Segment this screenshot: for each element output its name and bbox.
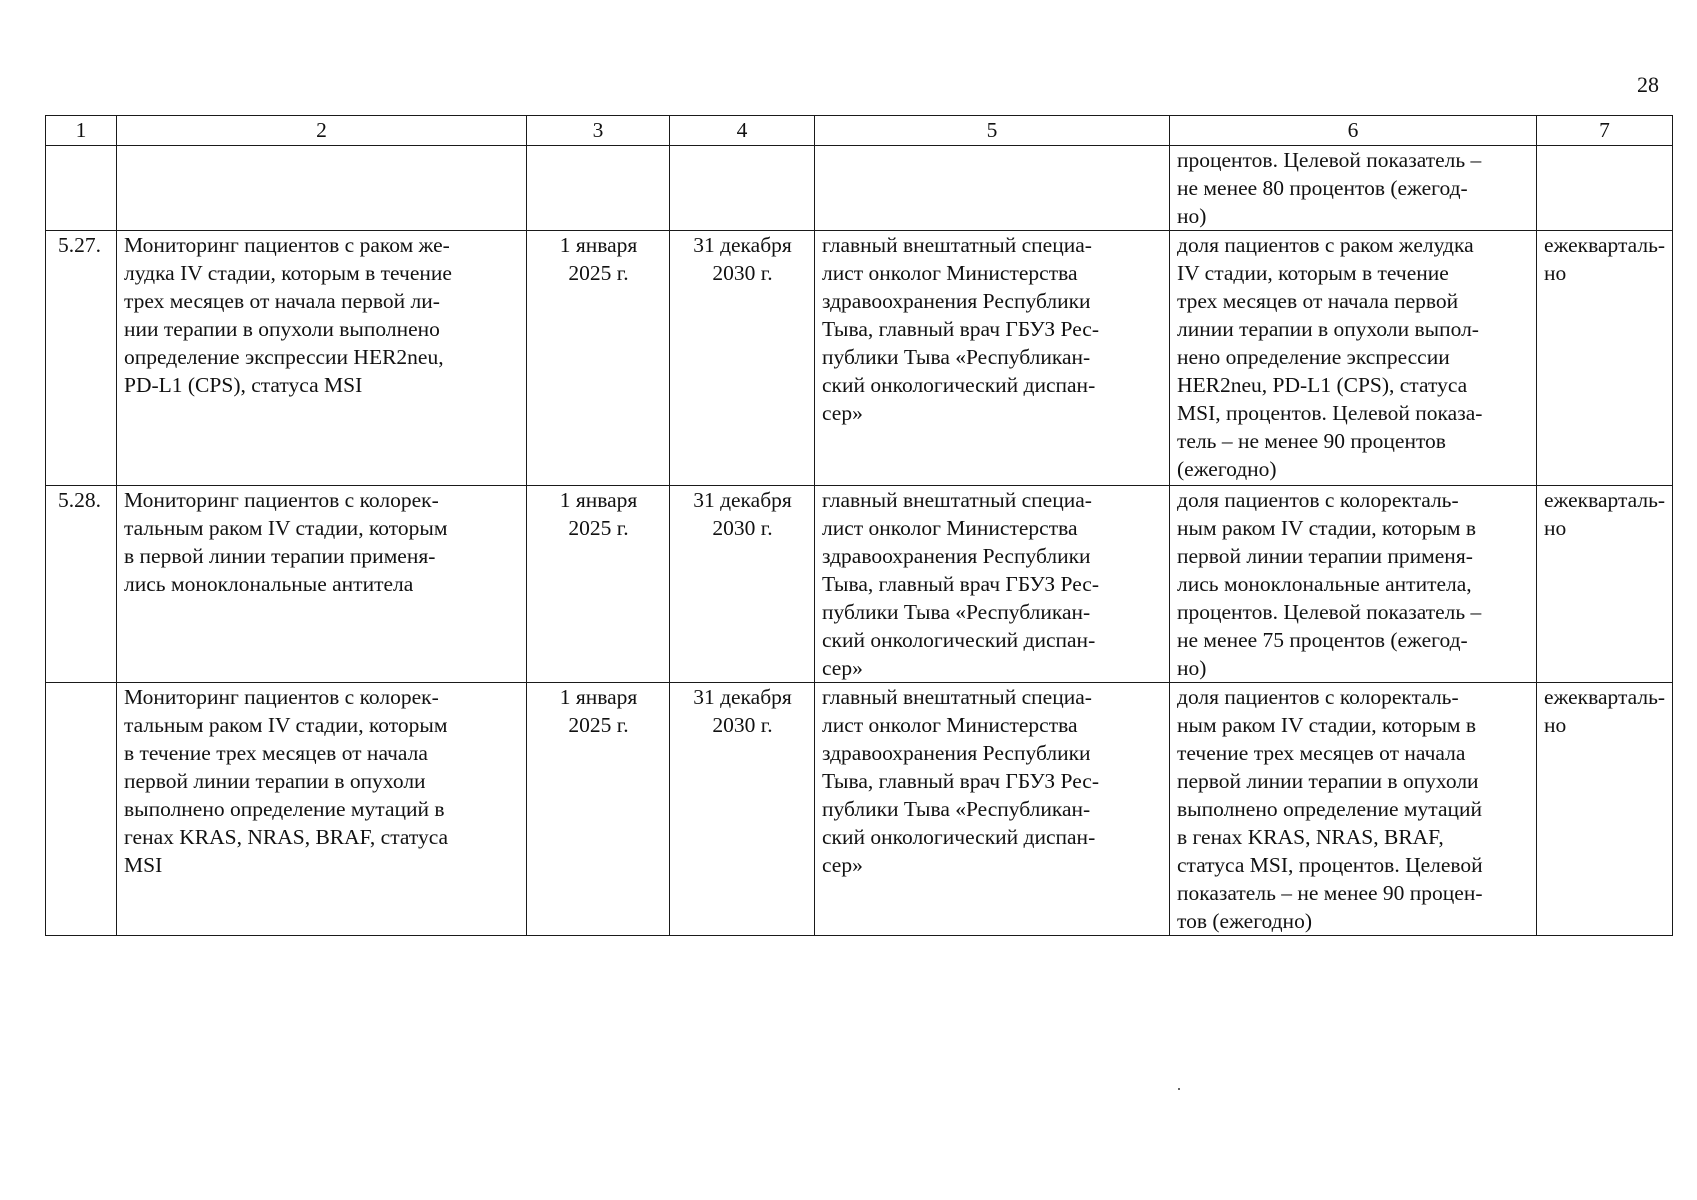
cell-num xyxy=(46,683,117,936)
text-line: 2030 г. xyxy=(712,261,773,285)
text-line: здравоохранения Республики xyxy=(822,544,1091,568)
text-line: лись моноклональные антитела, xyxy=(1177,572,1472,596)
text-line: 2025 г. xyxy=(568,713,629,737)
cell-start-date xyxy=(527,146,670,231)
text-line: но xyxy=(1544,516,1567,540)
text-line: в течение трех месяцев от начала xyxy=(124,741,428,765)
plan-table xyxy=(45,115,1673,936)
header-cell-1: 1 xyxy=(46,116,117,146)
text-line: тель – не менее 90 процентов xyxy=(1177,429,1446,453)
cell-end-date xyxy=(670,231,815,486)
text-line: ежекварталь- xyxy=(1544,233,1666,257)
cell-end-date xyxy=(670,683,815,936)
header-cell-3: 3 xyxy=(527,116,670,146)
text-line: тальным раком IV стадии, которым xyxy=(124,713,448,737)
cell-responsible xyxy=(815,146,1170,231)
cell-end-date xyxy=(670,486,815,683)
text-line: публики Тыва «Республикан- xyxy=(822,600,1091,624)
cell-measure xyxy=(117,231,527,486)
text-line: 2030 г. xyxy=(712,516,773,540)
cell-frequency xyxy=(1537,146,1673,231)
text-line: нено определение экспрессии xyxy=(1177,345,1450,369)
text-line: ным раком IV стадии, которым в xyxy=(1177,516,1477,540)
text-line: первой линии терапии применя- xyxy=(1177,544,1473,568)
text-line: здравоохранения Республики xyxy=(822,741,1091,765)
text-line: 31 декабря xyxy=(693,488,792,512)
text-line: Тыва, главный врач ГБУЗ Рес- xyxy=(822,572,1099,596)
text-line: публики Тыва «Республикан- xyxy=(822,345,1091,369)
text-line: первой линии терапии в опухоли xyxy=(1177,769,1479,793)
text-line: в первой линии терапии применя- xyxy=(124,544,436,568)
text-line: но) xyxy=(1177,204,1207,228)
text-line: но xyxy=(1544,713,1567,737)
text-line: не менее 80 процентов (ежегод- xyxy=(1177,176,1468,200)
table-row xyxy=(46,486,1673,683)
text-line: 1 января xyxy=(559,488,638,512)
text-line: Тыва, главный врач ГБУЗ Рес- xyxy=(822,317,1099,341)
cell-num: 5.28. xyxy=(46,486,117,683)
text-line: не менее 75 процентов (ежегод- xyxy=(1177,628,1468,652)
text-line: ным раком IV стадии, которым в xyxy=(1177,713,1477,737)
cell-frequency xyxy=(1537,486,1673,683)
text-line: тальным раком IV стадии, которым xyxy=(124,516,448,540)
cell-responsible xyxy=(815,231,1170,486)
text-line: ский онкологический диспан- xyxy=(822,825,1096,849)
cell-start-date xyxy=(527,683,670,936)
cell-frequency xyxy=(1537,683,1673,936)
text-line: трех месяцев от начала первой xyxy=(1177,289,1459,313)
text-line: течение трех месяцев от начала xyxy=(1177,741,1466,765)
cell-responsible xyxy=(815,486,1170,683)
text-line: генах KRAS, NRAS, BRAF, статуса xyxy=(124,825,449,849)
text-line: определение экспрессии HER2neu, xyxy=(124,345,444,369)
text-line: 2025 г. xyxy=(568,261,629,285)
text-line: главный внештатный специа- xyxy=(822,685,1092,709)
text-line: нии терапии в опухоли выполнено xyxy=(124,317,440,341)
text-line: публики Тыва «Республикан- xyxy=(822,797,1091,821)
text-line: 1 января xyxy=(559,685,638,709)
text-line: сер» xyxy=(822,656,863,680)
text-line: лись моноклональные антитела xyxy=(124,572,414,596)
text-line: выполнено определение мутаций в xyxy=(124,797,445,821)
text-line: Мониторинг пациентов с колорек- xyxy=(124,488,439,512)
text-line: трех месяцев от начала первой ли- xyxy=(124,289,440,313)
text-line: доля пациентов с колоректаль- xyxy=(1177,488,1459,512)
scan-speck xyxy=(1178,1088,1180,1090)
cell-end-date xyxy=(670,146,815,231)
text-line: 2025 г. xyxy=(568,516,629,540)
cell-indicator xyxy=(1170,683,1537,936)
text-line: 2030 г. xyxy=(712,713,773,737)
text-line: но xyxy=(1544,261,1567,285)
cell-indicator xyxy=(1170,146,1537,231)
cell-frequency xyxy=(1537,231,1673,486)
text-line: IV стадии, которым в течение xyxy=(1177,261,1449,285)
text-line: процентов. Целевой показатель – xyxy=(1177,600,1482,624)
cell-measure xyxy=(117,683,527,936)
text-line: здравоохранения Республики xyxy=(822,289,1091,313)
text-line: доля пациентов с колоректаль- xyxy=(1177,685,1459,709)
text-line: ежекварталь- xyxy=(1544,488,1666,512)
text-line: процентов. Целевой показатель – xyxy=(1177,148,1482,172)
text-line: статуса MSI, процентов. Целевой xyxy=(1177,853,1483,877)
text-line: 31 декабря xyxy=(693,233,792,257)
header-cell-5: 5 xyxy=(815,116,1170,146)
text-line: показатель – не менее 90 процен- xyxy=(1177,881,1483,905)
cell-indicator xyxy=(1170,231,1537,486)
header-cell-6: 6 xyxy=(1170,116,1537,146)
cell-start-date xyxy=(527,231,670,486)
text-line: MSI, процентов. Целевой показа- xyxy=(1177,401,1483,425)
text-line: доля пациентов с раком желудка xyxy=(1177,233,1474,257)
header-cell-2: 2 xyxy=(117,116,527,146)
text-line: ежекварталь- xyxy=(1544,685,1666,709)
header-cell-7: 7 xyxy=(1537,116,1673,146)
text-line: в генах KRAS, NRAS, BRAF, xyxy=(1177,825,1444,849)
continuation-row xyxy=(46,146,1673,231)
text-line: лист онколог Министерства xyxy=(822,261,1078,285)
table-row xyxy=(46,683,1673,936)
text-line: лист онколог Министерства xyxy=(822,516,1078,540)
text-line: 1 января xyxy=(559,233,638,257)
cell-start-date xyxy=(527,486,670,683)
text-line: сер» xyxy=(822,853,863,877)
cell-measure xyxy=(117,146,527,231)
text-line: выполнено определение мутаций xyxy=(1177,797,1482,821)
text-line: Мониторинг пациентов с колорек- xyxy=(124,685,439,709)
text-line: тов (ежегодно) xyxy=(1177,909,1312,933)
text-line: Тыва, главный врач ГБУЗ Рес- xyxy=(822,769,1099,793)
text-line: сер» xyxy=(822,401,863,425)
text-line: главный внештатный специа- xyxy=(822,233,1092,257)
text-line: PD-L1 (CPS), статуса MSI xyxy=(124,373,363,397)
cell-indicator xyxy=(1170,486,1537,683)
text-line: (ежегодно) xyxy=(1177,457,1277,481)
text-line: ский онкологический диспан- xyxy=(822,373,1096,397)
table-row xyxy=(46,231,1673,486)
header-cell-4: 4 xyxy=(670,116,815,146)
cell-responsible xyxy=(815,683,1170,936)
text-line: ский онкологический диспан- xyxy=(822,628,1096,652)
text-line: MSI xyxy=(124,853,163,877)
cell-num xyxy=(46,146,117,231)
page-number: 28 xyxy=(1637,72,1659,97)
text-line: HER2neu, PD-L1 (CPS), статуса xyxy=(1177,373,1468,397)
text-line: первой линии терапии в опухоли xyxy=(124,769,426,793)
text-line: главный внештатный специа- xyxy=(822,488,1092,512)
cell-num: 5.27. xyxy=(46,231,117,486)
text-line: линии терапии в опухоли выпол- xyxy=(1177,317,1479,341)
text-line: лист онколог Министерства xyxy=(822,713,1078,737)
cell-measure xyxy=(117,486,527,683)
text-line: лудка IV стадии, которым в течение xyxy=(124,261,452,285)
text-line: 31 декабря xyxy=(693,685,792,709)
header-row xyxy=(46,116,1673,146)
text-line: Мониторинг пациентов с раком же- xyxy=(124,233,450,257)
text-line: но) xyxy=(1177,656,1207,680)
